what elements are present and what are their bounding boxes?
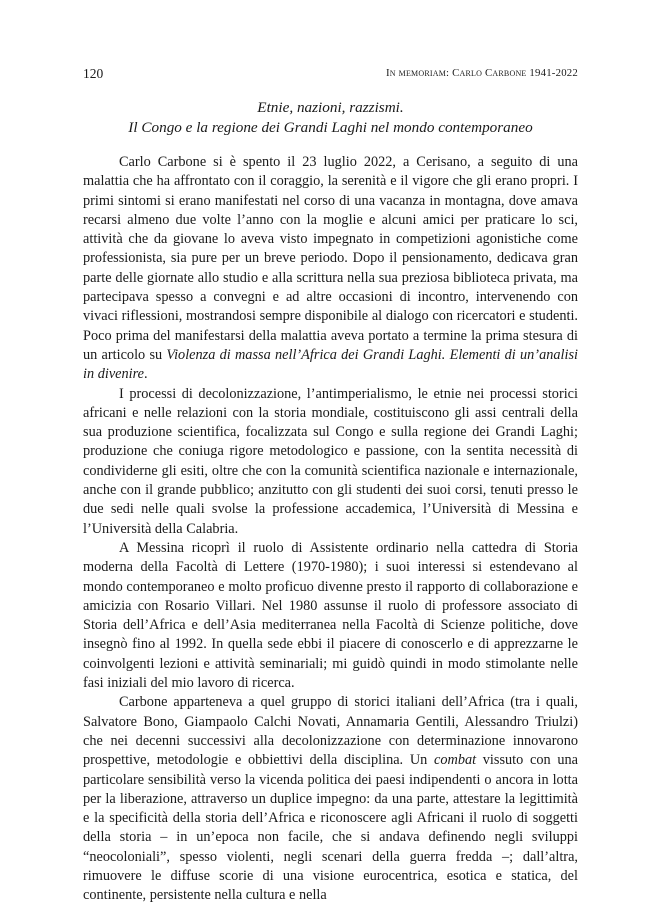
paragraph-4-emphasis: combat <box>434 752 477 769</box>
paragraph-4-end: vissuto con una particolare sensibilità verso la vicenda politica dei paesi indipendenti o ancora in lotta per la liberazione, attraverso un duplice impegno: da una parte, attestare la legittimità e la specificità della storia dell’Africa e riconoscere agli Africani il ruolo di soggetti della storia – in un’epoca non facile, che si andava definendo negli sviluppi “neocoloniali”, spesso violenti, negli scenari della guerra fredda –; dall’altra, rimuovere le diffuse scorie di una visione eurocentrica, esotica e statica, del continente, persistente nella cultura e nella <box>83 752 578 904</box>
paragraph-3: A Messina ricoprì il ruolo di Assistente ordinario nella cattedra di Storia moderna della Facoltà di Lettere (1970-1980); i suoi interessi si estendevano al mondo contemporaneo e molto proficuo divenne presto il rapporto di collaborazione e amicizia con Rosario Villari. Nel 1980 assunse il ruolo di professore associato di Storia dell’Africa e dell’Asia mediterranea nella Facoltà di Scienze politiche, dove insegnò fino al 1992. In quella sede ebbi il piacere di conoscerlo e di apprezzarne le coinvolgenti lezioni e attività seminariali; mi guidò quindi in modo stimolante nelle fasi iniziali del mio lavoro di ricerca. <box>83 539 578 692</box>
title-line-2: Il Congo e la regione dei Grandi Laghi nel mondo contemporaneo <box>128 119 533 136</box>
paragraph-1-end: . <box>144 366 148 383</box>
page-header <box>83 66 578 84</box>
title-line-1: Etnie, nazioni, razzismi. <box>257 99 404 116</box>
paragraph-1-text: Carlo Carbone si è spento il 23 luglio 2022, a Cerisano, a seguito di una malattia che ha affrontato con il coraggio, la serenità e il vigore che gli erano propri. I primi sintomi si erano manifestati nel corso di una vacanza in montagna, dove amava recarsi almeno due volte l’anno con la moglie e alcuni amici per praticare lo sci, attività che da giovane lo aveva visto impegnato in competizioni agonistiche come professionista, sia pure per un breve periodo. Dopo il pensionamento, dedicava gran parte delle giornate allo studio e alla scrittura nella sua preziosa biblioteca privata, ma partecipava spesso a convegni e ad altre occasioni di incontro, intervenendo con vivaci riflessioni, mostrandosi sempre disponibile al dialogo con ricercatori e studenti. Poco prima del manifestarsi della malattia aveva portato a termine la prima stesura di un articolo su <box>83 154 578 363</box>
paragraph-4 <box>83 693 578 905</box>
paragraph-1-article-title: Violenza di massa nell’Africa dei Grandi Laghi. Elementi di un’analisi in divenire <box>83 346 578 383</box>
page-number: 120 <box>83 66 104 81</box>
article-body <box>83 153 578 906</box>
paragraph-1 <box>83 153 578 385</box>
running-head: In memoriam: Carlo Carbone 1941-2022 <box>385 67 578 79</box>
paragraph-4-text: Carbone apparteneva a quel gruppo di storici italiani dell’Africa (tra i quali, Salvatore Bono, Giampaolo Calchi Novati, Annamaria Gentili, Alessandro Triulzi) che nei decenni successivi alla decolonizzazione con determinazione innovarono prospettive, metodologie e obbiettivi della disciplina. Un <box>83 694 578 769</box>
article-title <box>83 98 578 138</box>
paragraph-2: I processi di decolonizzazione, l’antimperialismo, le etnie nei processi storici africani e nelle relazioni con la storia mondiale, costituiscono gli assi centrali della sua produzione scientifica, focalizzata sul Congo e sulla regione dei Grandi Laghi; produzione che coniuga rigore metodologico e passione, con la sentita necessità di condividerne gli esiti, oltre che con la comunità scientifica nazionale e internazionale, anche con il grande pubblico; anzitutto con gli studenti dei suoi corsi, tenuti presso le due sedi nelle quali svolse la professione accademica, l’Università di Messina e l’Università della Calabria. <box>83 385 578 537</box>
